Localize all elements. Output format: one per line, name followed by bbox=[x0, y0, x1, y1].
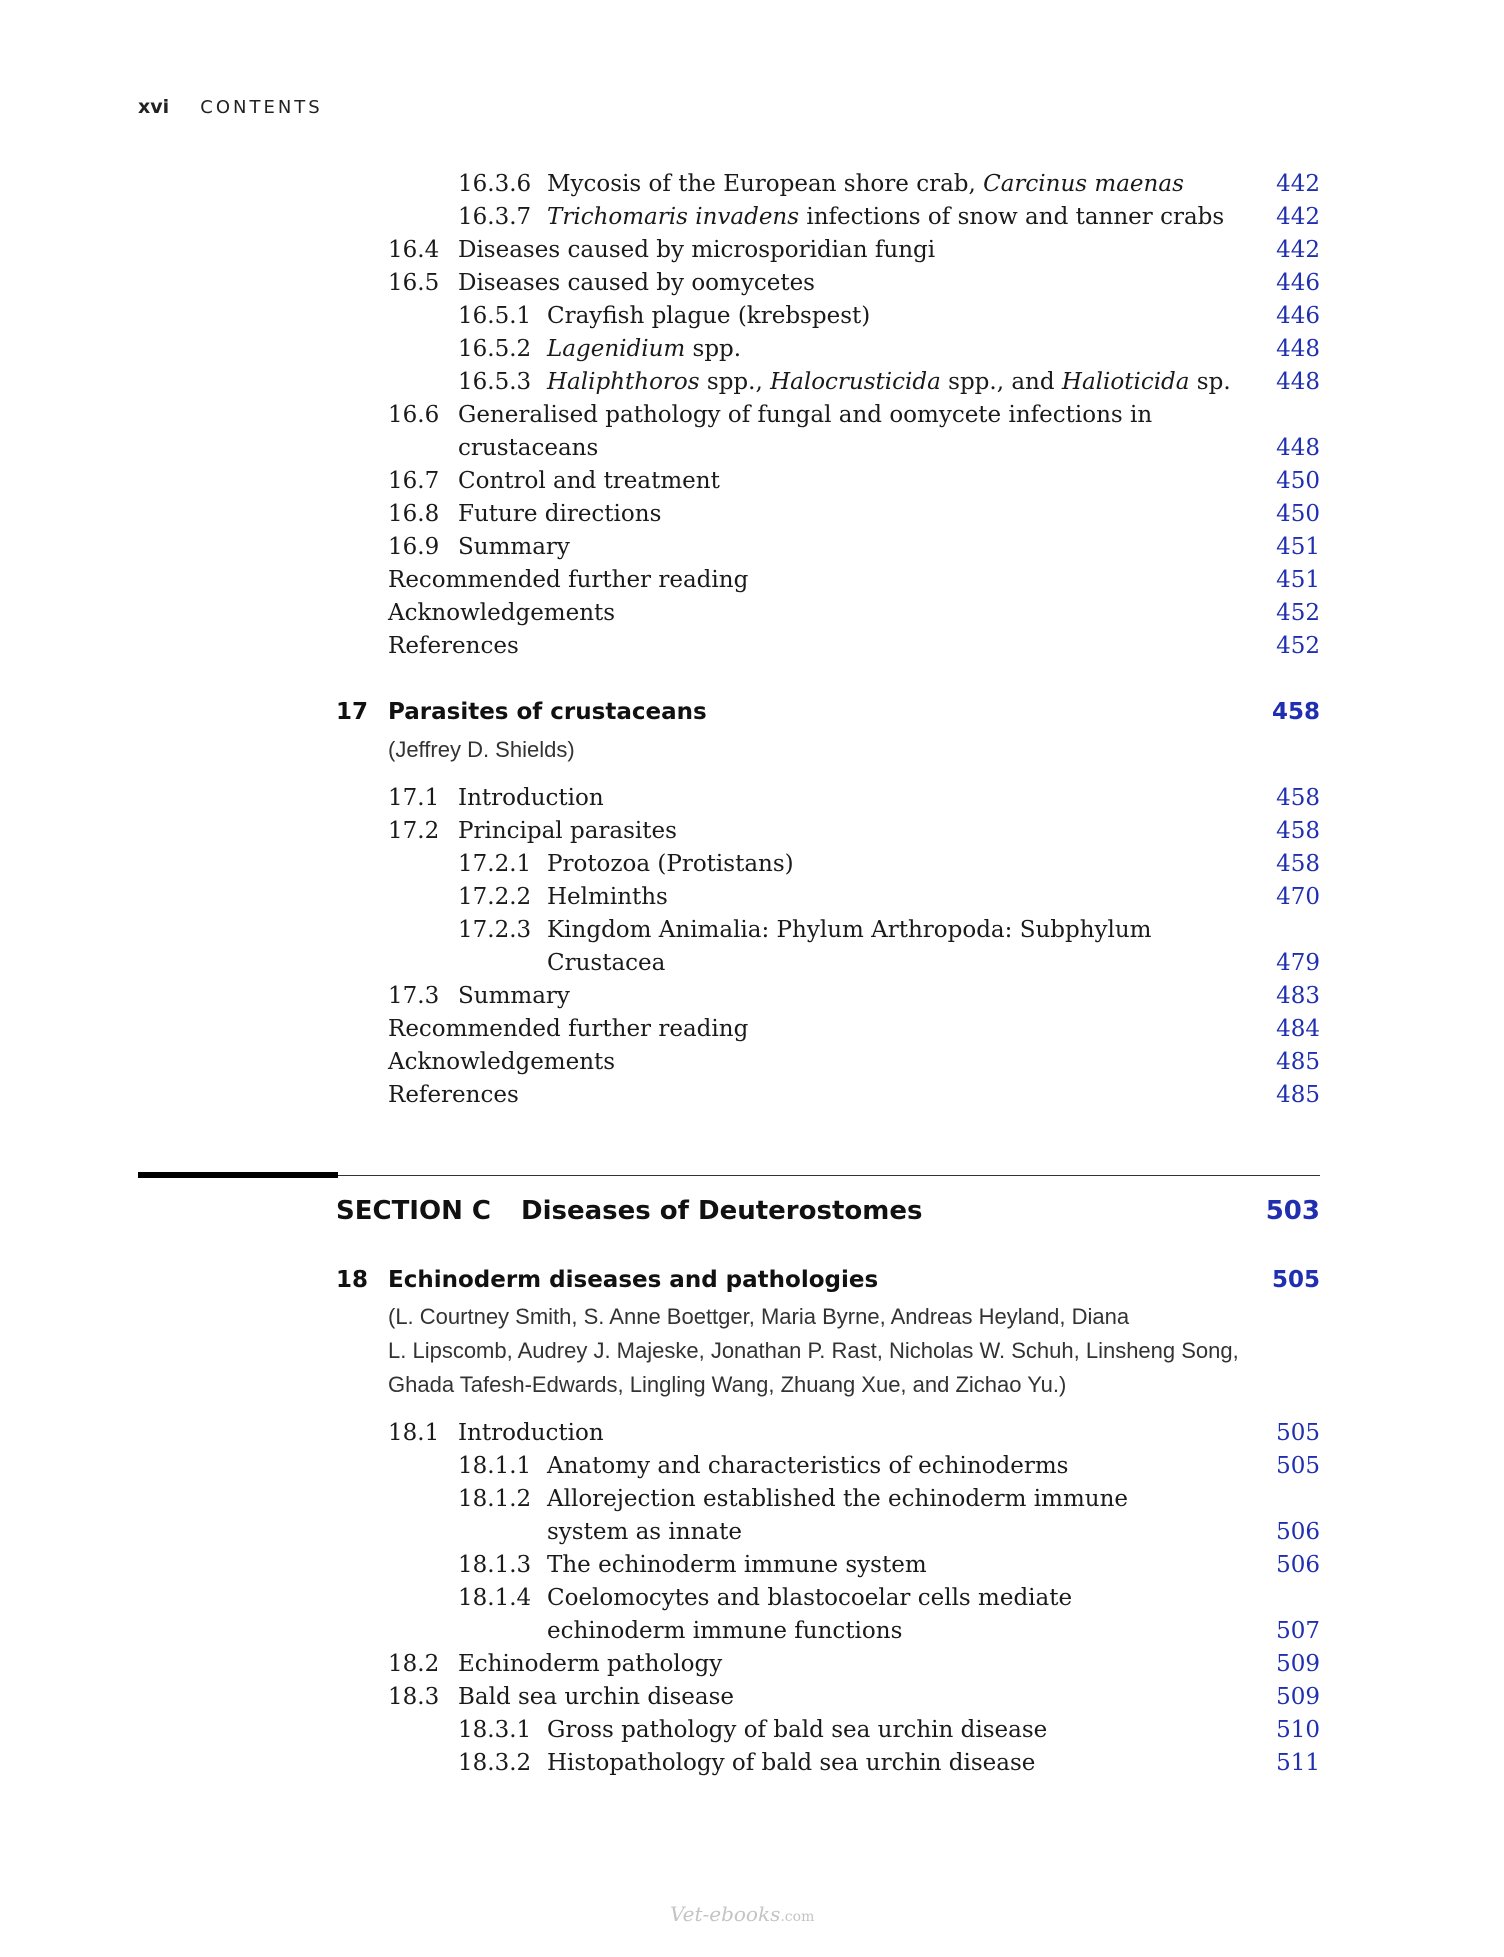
toc-entry[interactable]: 16.3.6 Mycosis of the European shore crab, Carcinus maenas bbox=[458, 171, 1184, 197]
toc-entry[interactable]: 17.2.2 Helminths bbox=[458, 884, 668, 910]
toc-entry[interactable]: 16.3.7 Trichomaris invadens infections of snow and tanner crabs bbox=[458, 204, 1225, 230]
toc-page-number[interactable]: 509 bbox=[1276, 1684, 1320, 1710]
toc-page-number[interactable]: 506 bbox=[1276, 1552, 1320, 1578]
toc-page-number[interactable]: 442 bbox=[1276, 171, 1320, 197]
page-number: xvi bbox=[138, 96, 170, 118]
toc-entry[interactable]: 16.5.1 Crayfish plague (krebspest) bbox=[458, 303, 871, 329]
toc-entry[interactable]: 17.2.3 Kingdom Animalia: Phylum Arthropoda: Subphylum bbox=[458, 917, 1152, 943]
running-title: CONTENTS bbox=[200, 97, 323, 118]
toc-page-number[interactable]: 483 bbox=[1276, 983, 1320, 1009]
toc-page-number[interactable]: 452 bbox=[1276, 600, 1320, 626]
toc-page-number[interactable]: 507 bbox=[1276, 1618, 1320, 1644]
toc-entry[interactable]: 16.7 Control and treatment bbox=[388, 468, 720, 494]
toc-entry[interactable]: Acknowledgements bbox=[388, 600, 616, 626]
toc-entry[interactable]: 16.9 Summary bbox=[388, 534, 570, 560]
toc-entry[interactable]: 18.1.3 The echinoderm immune system bbox=[458, 1552, 927, 1578]
toc-page-number[interactable]: 446 bbox=[1276, 270, 1320, 296]
watermark-logo: Vet-ebooks.com bbox=[670, 1902, 815, 1926]
chapter-authors: L. Lipscomb, Audrey J. Majeske, Jonathan P. Rast, Nicholas W. Schuh, Linsheng Song, bbox=[388, 1338, 1239, 1363]
section-page-number[interactable]: 503 bbox=[1265, 1196, 1320, 1226]
toc-entry[interactable]: 16.5.2 Lagenidium spp. bbox=[458, 336, 742, 362]
toc-entry[interactable]: Acknowledgements bbox=[388, 1049, 616, 1075]
toc-page-number[interactable]: 485 bbox=[1276, 1049, 1320, 1075]
toc-entry[interactable]: 16.4 Diseases caused by microsporidian fungi bbox=[388, 237, 936, 263]
toc-entry[interactable]: 16.6 Generalised pathology of fungal and oomycete infections in bbox=[388, 402, 1153, 428]
toc-page-number[interactable]: 451 bbox=[1276, 567, 1320, 593]
chapter-authors: (Jeffrey D. Shields) bbox=[388, 737, 575, 762]
toc-entry-continuation: echinoderm immune functions bbox=[547, 1618, 903, 1644]
toc-page-number[interactable]: 450 bbox=[1276, 468, 1320, 494]
toc-page-number[interactable]: 505 bbox=[1276, 1420, 1320, 1446]
toc-page-number[interactable]: 458 bbox=[1276, 818, 1320, 844]
section-rule-thin bbox=[338, 1175, 1320, 1176]
toc-page-number[interactable]: 485 bbox=[1276, 1082, 1320, 1108]
toc-entry[interactable]: 16.5 Diseases caused by oomycetes bbox=[388, 270, 815, 296]
running-head bbox=[138, 96, 323, 118]
chapter-heading[interactable]: 17 Parasites of crustaceans bbox=[336, 699, 707, 725]
toc-page-number[interactable]: 452 bbox=[1276, 633, 1320, 659]
toc-page-number[interactable]: 509 bbox=[1276, 1651, 1320, 1677]
toc-entry[interactable]: 17.2.1 Protozoa (Protistans) bbox=[458, 851, 794, 877]
toc-page-number[interactable]: 450 bbox=[1276, 501, 1320, 527]
chapter-page-number[interactable]: 458 bbox=[1271, 699, 1320, 725]
toc-entry[interactable]: 18.3.1 Gross pathology of bald sea urchin disease bbox=[458, 1717, 1048, 1743]
toc-page-number[interactable]: 448 bbox=[1276, 435, 1320, 461]
toc-entry[interactable]: Recommended further reading bbox=[388, 1016, 749, 1042]
section-heading[interactable]: SECTION C Diseases of Deuterostomes bbox=[336, 1196, 923, 1226]
toc-entry[interactable]: 18.1.2 Allorejection established the echinoderm immune bbox=[458, 1486, 1128, 1512]
toc-page-number[interactable]: 506 bbox=[1276, 1519, 1320, 1545]
toc-entry[interactable]: 18.3.2 Histopathology of bald sea urchin disease bbox=[458, 1750, 1036, 1776]
toc-entry[interactable]: 16.8 Future directions bbox=[388, 501, 662, 527]
toc-page-number[interactable]: 510 bbox=[1276, 1717, 1320, 1743]
toc-page-number[interactable]: 470 bbox=[1276, 884, 1320, 910]
chapter-page-number[interactable]: 505 bbox=[1271, 1267, 1320, 1293]
toc-entry[interactable]: References bbox=[388, 1082, 519, 1108]
toc-page-number[interactable]: 448 bbox=[1276, 369, 1320, 395]
chapter-authors: (L. Courtney Smith, S. Anne Boettger, Maria Byrne, Andreas Heyland, Diana bbox=[388, 1304, 1130, 1329]
toc-page-number[interactable]: 448 bbox=[1276, 336, 1320, 362]
toc-page-number[interactable]: 442 bbox=[1276, 204, 1320, 230]
toc-entry[interactable]: 18.1.1 Anatomy and characteristics of echinoderms bbox=[458, 1453, 1069, 1479]
toc-entry[interactable]: References bbox=[388, 633, 519, 659]
chapter-heading[interactable]: 18 Echinoderm diseases and pathologies bbox=[336, 1267, 879, 1293]
toc-page-number[interactable]: 442 bbox=[1276, 237, 1320, 263]
toc-page-number[interactable]: 451 bbox=[1276, 534, 1320, 560]
toc-entry-continuation: system as innate bbox=[547, 1519, 742, 1545]
toc-entry-continuation: crustaceans bbox=[458, 435, 599, 461]
toc-entry[interactable]: 18.1 Introduction bbox=[388, 1420, 604, 1446]
toc-page-number[interactable]: 458 bbox=[1276, 785, 1320, 811]
section-rule-thick bbox=[138, 1172, 338, 1178]
toc-entry[interactable]: 17.2 Principal parasites bbox=[388, 818, 677, 844]
chapter-authors: Ghada Tafesh-Edwards, Lingling Wang, Zhuang Xue, and Zichao Yu.) bbox=[388, 1372, 1067, 1397]
toc-entry[interactable]: 17.1 Introduction bbox=[388, 785, 604, 811]
toc-entry-continuation: Crustacea bbox=[547, 950, 666, 976]
toc-entry[interactable]: Recommended further reading bbox=[388, 567, 749, 593]
toc-entry[interactable]: 18.2 Echinoderm pathology bbox=[388, 1651, 723, 1677]
toc-page-number[interactable]: 484 bbox=[1276, 1016, 1320, 1042]
toc-entry[interactable]: 16.5.3 Haliphthoros spp., Halocrusticida spp., and Halioticida sp. bbox=[458, 369, 1231, 395]
toc-page-number[interactable]: 511 bbox=[1276, 1750, 1320, 1776]
toc-entry[interactable]: 18.3 Bald sea urchin disease bbox=[388, 1684, 735, 1710]
toc-entry[interactable]: 17.3 Summary bbox=[388, 983, 570, 1009]
toc-entry[interactable]: 18.1.4 Coelomocytes and blastocoelar cells mediate bbox=[458, 1585, 1073, 1611]
toc-page-number[interactable]: 479 bbox=[1276, 950, 1320, 976]
toc-page-number[interactable]: 505 bbox=[1276, 1453, 1320, 1479]
toc-page-number[interactable]: 446 bbox=[1276, 303, 1320, 329]
toc-page-number[interactable]: 458 bbox=[1276, 851, 1320, 877]
